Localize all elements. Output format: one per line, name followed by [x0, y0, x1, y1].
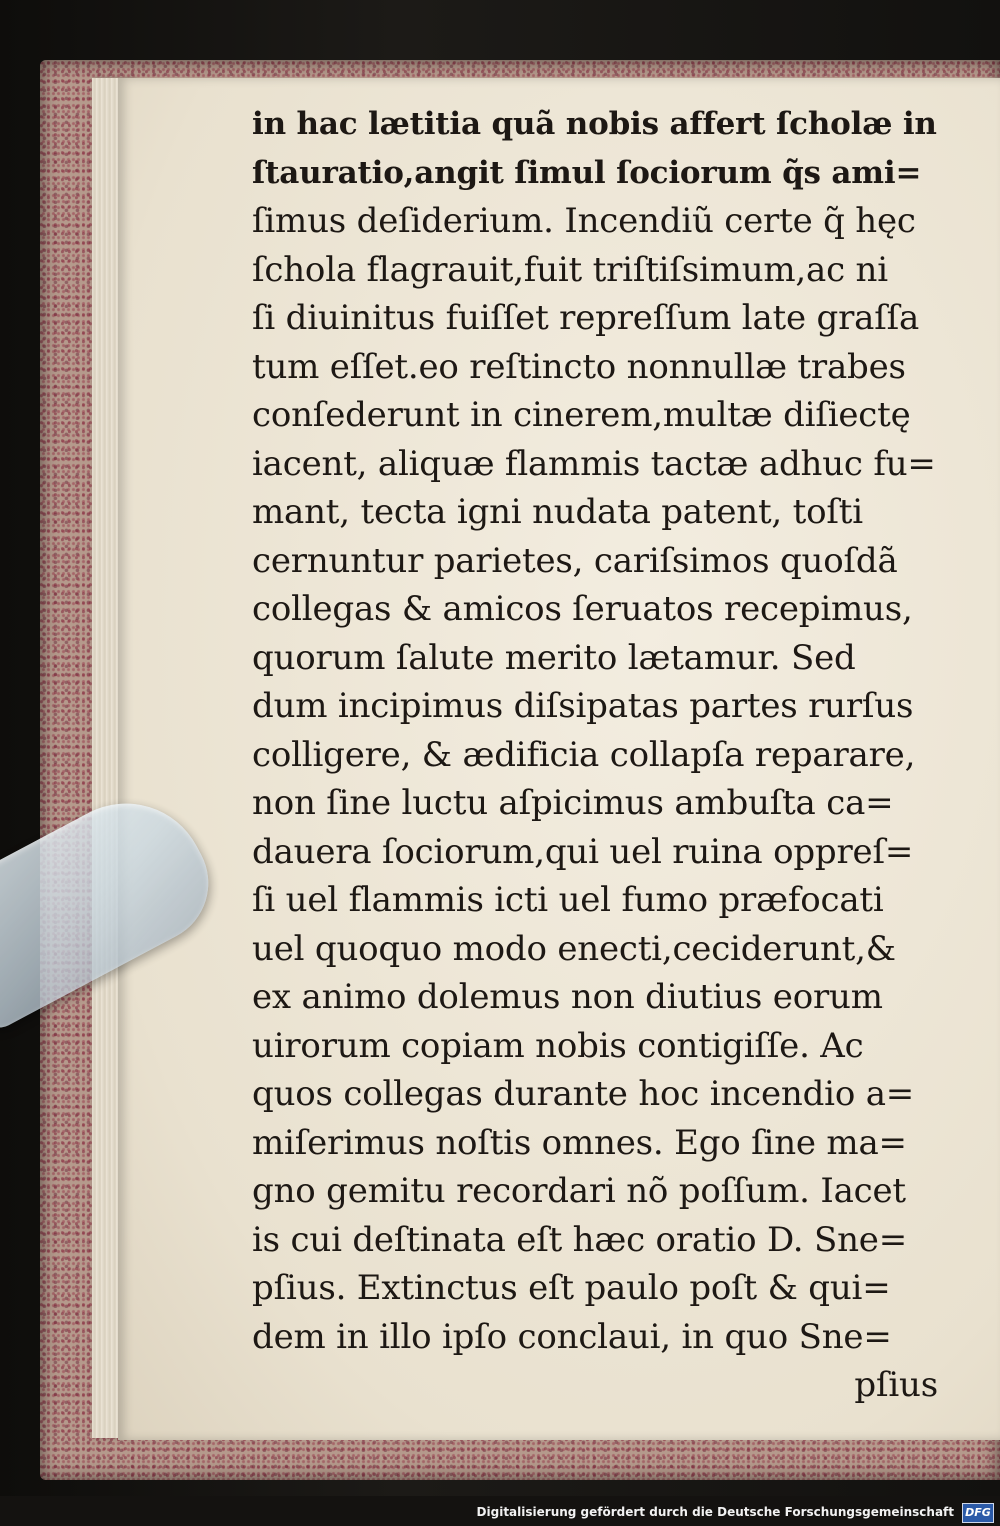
text-line: ſtauratio,angit ſimul ſociorum q̃s ami=	[252, 154, 922, 191]
text-line: miſerimus noſtis omnes. Ego ſine ma=	[252, 1122, 907, 1163]
text-line: pſius. Extinctus eſt paulo poſt & qui=	[252, 1268, 891, 1308]
text-line: in hac lætitia quã nobis affert ſcholæ in	[252, 106, 937, 142]
text-line: quorum ſalute merito lætamur. Sed	[252, 637, 856, 678]
digitization-credit: Digitalisierung gefördert durch die Deutsche Forschungsgemeinschaft	[473, 1504, 958, 1520]
text-line: ſi uel flammis icti uel fumo præfocati	[252, 880, 884, 920]
text-line: dum incipimus diſsipatas partes rurſus	[252, 686, 914, 726]
text-line: ex animo dolemus non diutius eorum	[252, 977, 883, 1017]
text-line: iacent, aliquæ flammis tactæ adhuc fu=	[252, 443, 936, 484]
text-line: ſi diuinitus fuiſſet repreſſum late graſſa	[252, 298, 920, 338]
text-line: ſimus deſiderium. Incendiũ certe q̃ hęc	[252, 201, 916, 241]
text-line: uirorum copiam nobis contigiſſe. Ac	[252, 1025, 864, 1066]
text-line: cernuntur parietes, cariſsimos quoſdã	[252, 540, 898, 581]
text-line: ſchola flagrauit,fuit triſtiſsimum,ac ni	[252, 249, 888, 290]
text-line: is cui deſtinata eſt hæc oratio D. Sne=	[252, 1219, 908, 1260]
text-line: collegas & amicos ſeruatos recepimus,	[252, 589, 913, 629]
text-line: non ſine luctu aſpicimus ambuſta ca=	[252, 783, 894, 823]
text-line: quos collegas durante hoc incendio a=	[252, 1074, 915, 1114]
dfg-logo: DFG	[962, 1503, 994, 1523]
text-line: uel quoquo modo enecti,ceciderunt,&	[252, 928, 896, 969]
text-line: mant, tecta igni nudata patent, toſti	[252, 492, 863, 532]
text-line: colligere, & ædificia collapſa reparare,	[252, 734, 916, 775]
text-line: dem in illo ipſo conclaui, in quo Sne=	[252, 1316, 892, 1357]
text-line: tum eſſet.eo reſtincto nonnullæ trabes	[252, 346, 906, 387]
page-text	[252, 100, 942, 1410]
text-line: gno gemitu recordari nõ poſſum. Iacet	[252, 1171, 906, 1211]
catchword: pſius	[854, 1365, 938, 1405]
text-line: dauera ſociorum,qui uel ruina oppreſ=	[252, 831, 914, 872]
text-line: conſederunt in cinerem,multæ diſiectę	[252, 395, 911, 435]
